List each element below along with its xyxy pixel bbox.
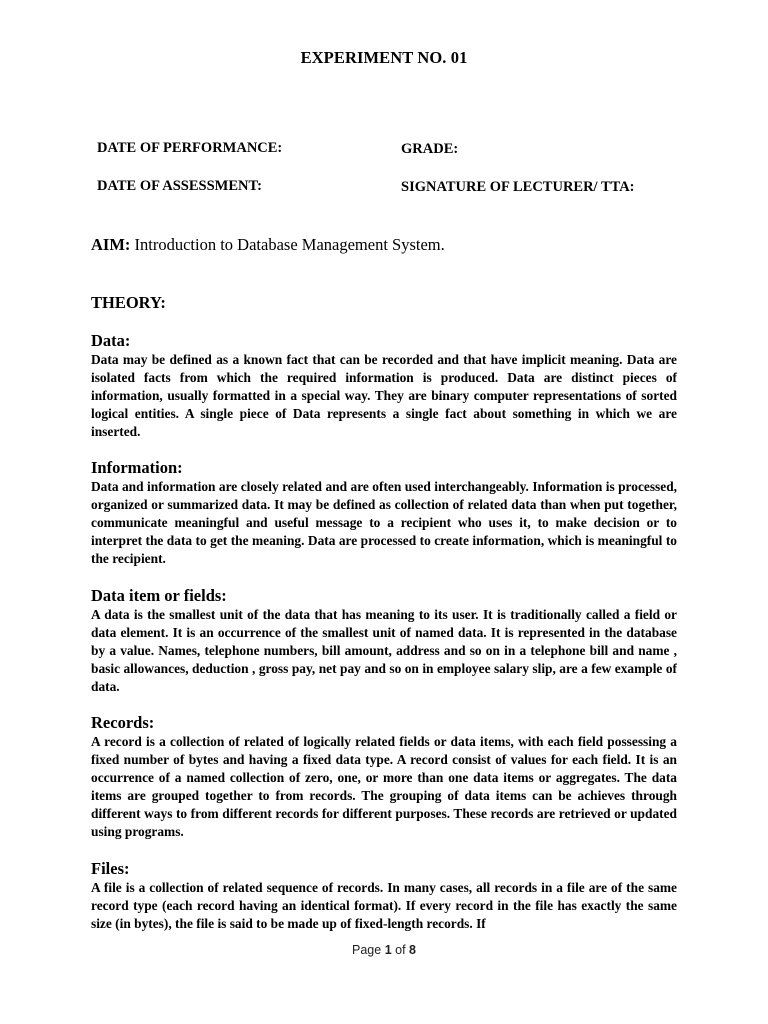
aim-text: Introduction to Database Management System. — [130, 235, 445, 254]
section-body: A file is a collection of related sequence of records. In many cases, all records in a file are of the same record type (each record having an identical format). If every record in the file has exactly the same size (in bytes), the file is said to be made up of fixed-length records. If — [91, 880, 677, 931]
page-word: Page — [352, 943, 385, 957]
total-pages: 8 — [409, 943, 416, 957]
page-title: EXPERIMENT NO. 01 — [300, 48, 468, 67]
signature-label: SIGNATURE OF LECTURER/ TTA: — [401, 179, 635, 195]
section-information — [91, 458, 677, 568]
current-page: 1 — [384, 943, 392, 957]
section-files — [91, 859, 677, 933]
of-word: of — [391, 943, 410, 957]
section-heading: Data item or fields: — [91, 586, 227, 605]
section-heading: Information: — [91, 458, 183, 477]
aim-line — [91, 235, 445, 255]
theory-heading: THEORY: — [91, 293, 166, 312]
section-data-item — [91, 586, 677, 696]
section-body: A data is the smallest unit of the data that has meaning to its user. It is traditionally called a field or data element. It is an occurrence of the smallest unit of named data. It is represented in the database by a value. Names, telephone numbers, bill amount, address and so on in a telephone bill and name , basic allowances, deduction , gross pay, net pay and so on in employee salary slip, are a few example of data. — [91, 607, 677, 694]
date-of-assessment-label: DATE OF ASSESSMENT: — [97, 178, 262, 194]
section-heading: Files: — [91, 859, 130, 878]
page-number-footer — [0, 943, 768, 957]
section-data — [91, 331, 677, 441]
section-heading: Data: — [91, 331, 131, 350]
section-heading: Records: — [91, 713, 155, 732]
grade-label: GRADE: — [401, 141, 459, 157]
section-body: Data may be defined as a known fact that can be recorded and that have implicit meaning. Data are isolated facts from which the required information is produced. Data are distinct pieces of information, usually formatted in a special way. They are binary computer representations of sorted logical entities. A single piece of Data represents a single fact about something in which we are inserted. — [91, 352, 677, 439]
aim-label: AIM: — [91, 235, 131, 254]
section-records — [91, 713, 677, 841]
section-body: A record is a collection of related of logically related fields or data items, with each field possessing a fixed number of bytes and having a fixed data type. A record consist of values for each field. It is an occurrence of a named collection of zero, one, or more than one data items or aggregates. The data items are grouped together to from records. The grouping of data items can be achieves through different ways to from different records for different purposes. These records are retrieved or updated using programs. — [91, 734, 677, 839]
date-of-performance-label: DATE OF PERFORMANCE: — [97, 140, 283, 156]
section-body: Data and information are closely related and are often used interchangeably. Information is processed, organized or summarized data. It may be defined as collection of related data than when put together, communicate meaningful and useful message to a recipient who uses it, to make decision or to interpret the data to get the meaning. Data are processed to create information, which is meaningful to the recipient. — [91, 479, 677, 566]
